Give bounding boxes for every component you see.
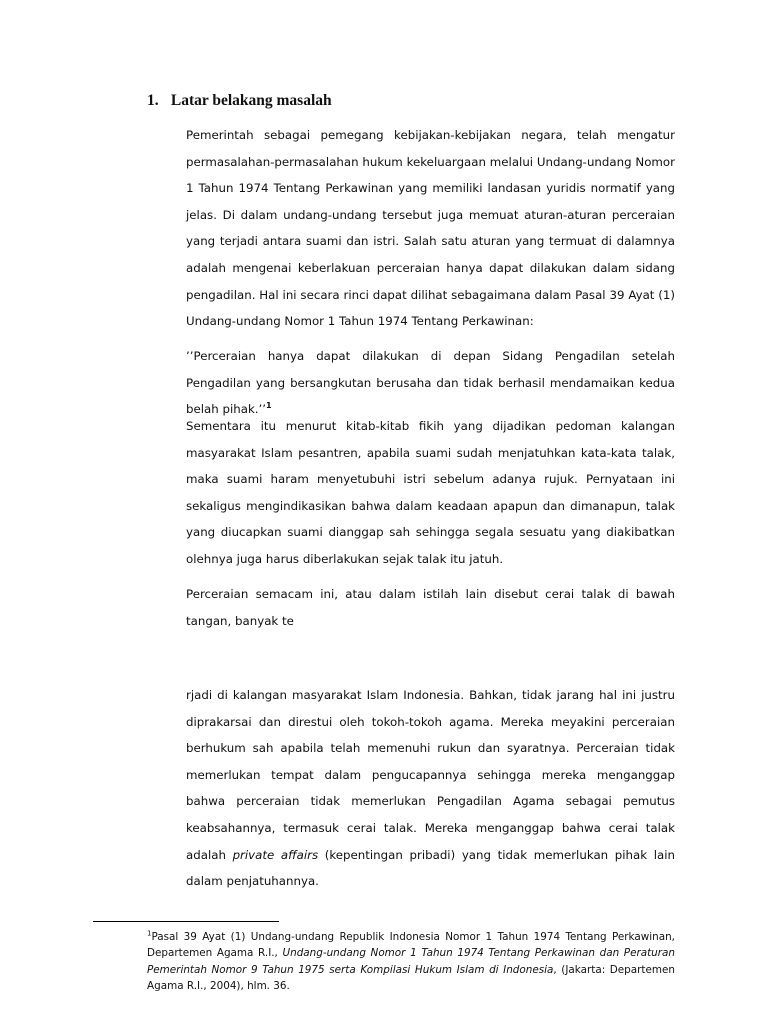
footnote — [147, 929, 675, 995]
paragraph-4-part-1: rjadi di kalangan masyarakat Islam Indonesia. Bahkan, tidak jarang hal ini justru diprakarsai dan direstui oleh tokoh-tokoh agama. Mereka meyakini perceraian berhukum sah apabila telah memenuhi rukun dan syaratnya. Perceraian tidak memerlukan tempat dalam pengucapannya sehingga mereka menganggap bahwa perceraian tidak memerlukan Pengadilan Agama sebagai pemutus keabsahannya, termasuk cerai talak. Mereka menganggap bahwa cerai talak adalah — [186, 688, 675, 862]
footnote-text-part-2: , (Jakarta: Departemen Agama R.I., 2004), hlm. 36. — [147, 963, 675, 993]
footnote-italic-title: Undang-undang Nomor 1 Tahun 1974 Tentang Perkawinan dan Peraturan Pemerintah Nomor 9 Tahun 1975 serta Kompilasi Hukum Islam di Indonesia — [147, 947, 675, 976]
paragraph-3: Perceraian semacam ini, atau dalam istilah lain disebut cerai talak di bawah tangan, banyak te — [186, 587, 675, 628]
paragraph-4-italic: private affairs — [232, 847, 319, 862]
section-title: Latar belakang masalah — [170, 92, 332, 109]
paragraph-1: Pemerintah sebagai pemegang kebijakan-kebijakan negara, telah mengatur permasalahan-permasalahan hukum kekeluargaan melalui Undang-undang Nomor 1 Tahun 1974 Tentang Perkawinan yang memiliki landasan yuridis normatif yang jelas. Di dalam undang-undang tersebut juga memuat aturan-aturan perceraian yang terjadi antara suami dan istri. Salah satu aturan yang termuat di dalamnya adalah mengenai keberlakuan perceraian hanya dapat dilakukan dalam sidang pengadilan. Hal ini secara rinci dapat dilihat sebagaimana dalam Pasal 39 Ayat (1) Undang-undang Nomor 1 Tahun 1974 Tentang Perkawinan: — [186, 128, 675, 329]
footnote-text-part-1: Pasal 39 Ayat (1) Undang-undang Republik Indonesia Nomor 1 Tahun 1974 Tentang Perkawinan, Departemen Agama R.I., — [147, 931, 675, 960]
section-heading — [147, 92, 332, 110]
footnote-number: 1 — [147, 929, 152, 938]
paragraph-4-part-2: (kepentingan pribadi) yang tidak memerlukan pihak lain dalam penjatuhannya. — [186, 847, 675, 889]
paragraph-4 — [186, 682, 675, 895]
footnote-reference: 1 — [266, 401, 272, 411]
quote-text: ’’Perceraian hanya dapat dilakukan di depan Sidang Pengadilan setelah Pengadilan yang bersangkutan berusaha dan tidak berhasil mendamaikan kedua belah pihak.’’ — [186, 349, 675, 417]
quote-paragraph — [186, 343, 675, 423]
footnote-divider — [93, 921, 279, 922]
section-number: 1. — [147, 92, 159, 109]
paragraph-2: Sementara itu menurut kitab-kitab fikih yang dijadikan pedoman kalangan masyarakat Islam pesantren, apabila suami sudah menjatuhkan kata-kata talak, maka suami haram menyetubuhi istri sebelum adanya rujuk. Pernyataan ini sekaligus mengindikasikan bahwa dalam keadaan apapun dan dimanapun, talak yang diucapkan suami dianggap sah sehingga segala sesuatu yang diakibatkan olehnya juga harus diberlakukan sejak talak itu jatuh. — [186, 419, 675, 566]
